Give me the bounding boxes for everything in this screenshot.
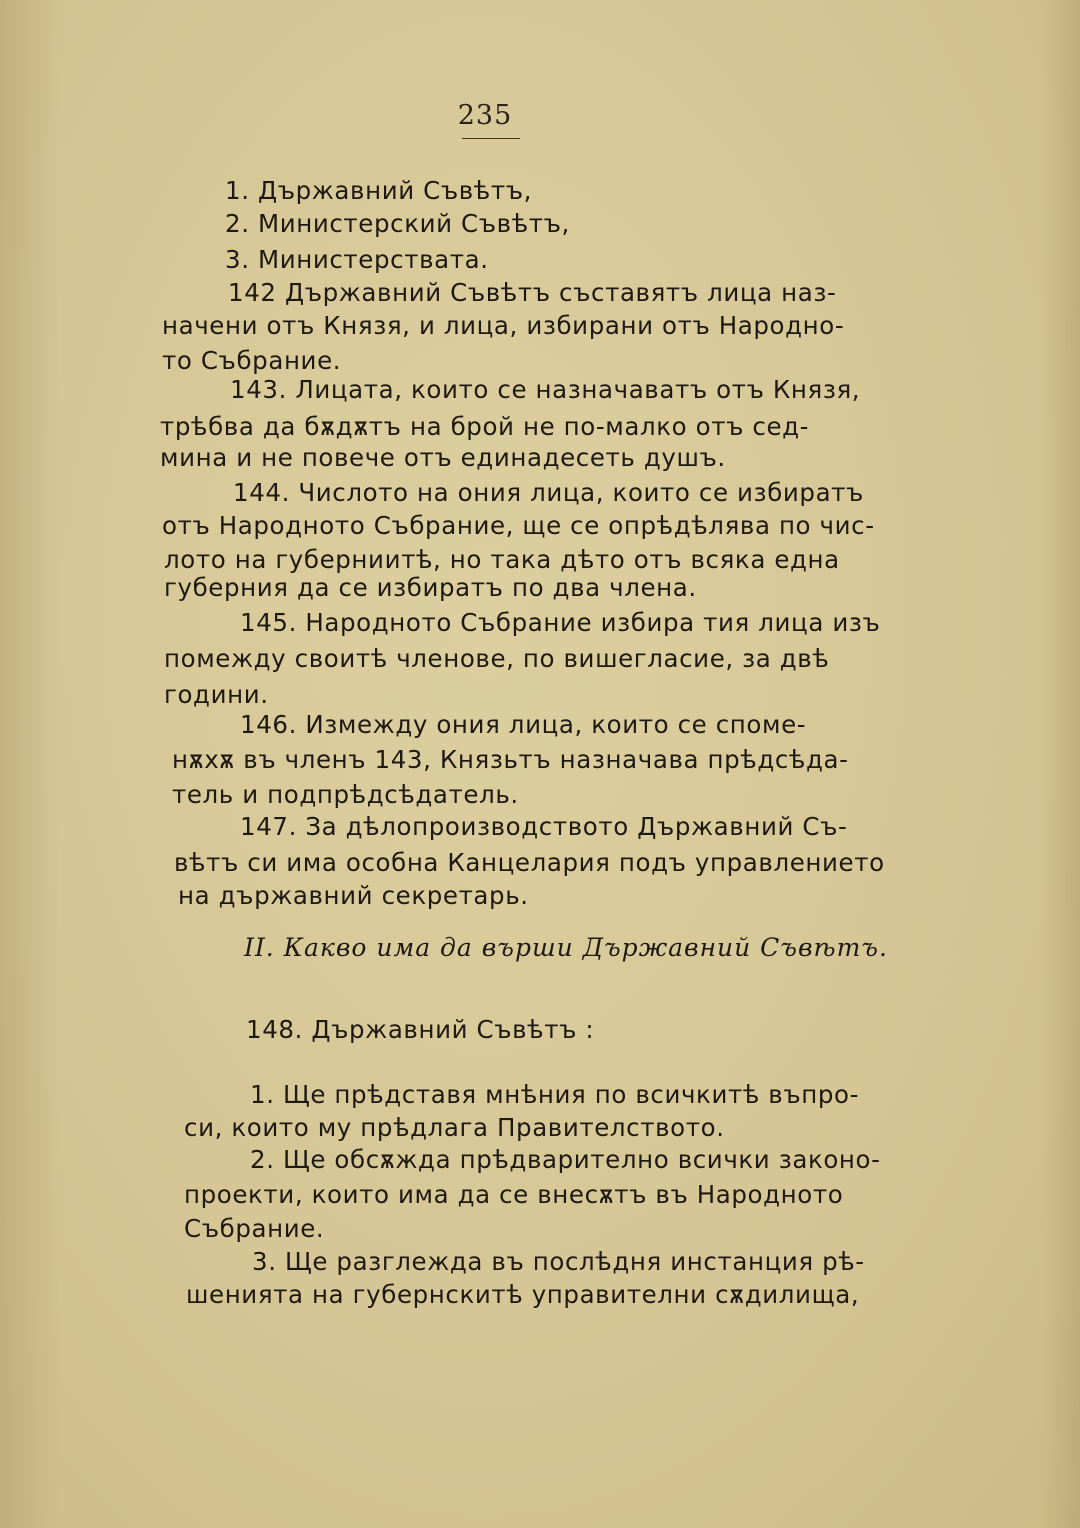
paragraph-145-line: години.: [164, 680, 269, 709]
paragraph-148-item-line: 3. Ще разглежда въ послѣдня инстанция рѣ-: [252, 1247, 865, 1276]
page-shadow-left: [0, 0, 60, 1528]
paragraph-148-intro: 148. Държавний Съвѣтъ :: [246, 1015, 595, 1044]
paragraph-146-line: тель и подпрѣдсѣдатель.: [172, 780, 519, 809]
paragraph-144-line: лото на губерниитѣ, но така дѣто отъ всяка една: [164, 545, 840, 574]
paragraph-144-line: 144. Числото на ония лица, които се избиратъ: [233, 478, 864, 507]
page-shadow-right: [1040, 0, 1080, 1528]
paragraph-146-line: 146. Измежду ония лица, които се споме-: [240, 710, 807, 739]
paragraph-147-line: вѣтъ си има особна Канцелария подъ управлението: [174, 848, 885, 877]
paragraph-147-line: 147. За дѣлопроизводството Държавний Съ-: [240, 812, 848, 841]
paragraph-148-item-line: 1. Ще прѣдставя мнѣния по всичкитѣ въпро-: [250, 1080, 860, 1109]
paragraph-143-line: 143. Лицата, които се назначаватъ отъ Князя,: [230, 375, 861, 404]
paragraph-142-line: то Събрание.: [162, 346, 342, 375]
paragraph-148-item-line: Събрание.: [184, 1214, 325, 1243]
paragraph-148-item-line: проекти, които има да се внесѫтъ въ Народното: [184, 1180, 844, 1209]
paragraph-144-line: губерния да се избиратъ по два члена.: [164, 573, 697, 602]
section-heading: II. Какво има да върши Държавний Съвѣтъ.: [244, 933, 888, 962]
page-number-rule: [462, 138, 520, 139]
paragraph-142-line: начени отъ Князя, и лица, избирани отъ Народно-: [162, 311, 845, 340]
list-item: 1. Държавний Съвѣтъ,: [225, 176, 533, 205]
paragraph-147-line: на държавний секретарь.: [178, 881, 529, 910]
paragraph-148-item-line: шенията на губернскитѣ управителни сѫдилища,: [186, 1280, 860, 1309]
paragraph-145-line: помежду своитѣ членове, по вишегласие, за двѣ: [164, 644, 830, 673]
paragraph-144-line: отъ Народното Събрание, ще се опрѣдѣлява по чис-: [162, 511, 875, 540]
paragraph-145-line: 145. Народното Събрание избира тия лица изъ: [240, 608, 881, 637]
list-item: 3. Министерствата.: [225, 245, 489, 274]
page-number: 235: [457, 100, 513, 131]
paragraph-148-item-line: 2. Ще обсѫжда прѣдварително всички законо-: [250, 1145, 881, 1174]
paragraph-143-line: мина и не повече отъ единадесеть душъ.: [160, 443, 726, 472]
paragraph-143-line: трѣбва да бѫдѫтъ на брой не по-малко отъ сед-: [160, 412, 810, 441]
paragraph-146-line: нѫхѫ въ членъ 143, Князьтъ назначава прѣдсѣда-: [172, 745, 849, 774]
paragraph-142-line: 142 Държавний Съвѣтъ съставятъ лица наз-: [228, 278, 837, 307]
list-item: 2. Министерский Съвѣтъ,: [225, 209, 570, 238]
paragraph-148-item-line: си, които му прѣдлага Правителството.: [184, 1113, 725, 1142]
